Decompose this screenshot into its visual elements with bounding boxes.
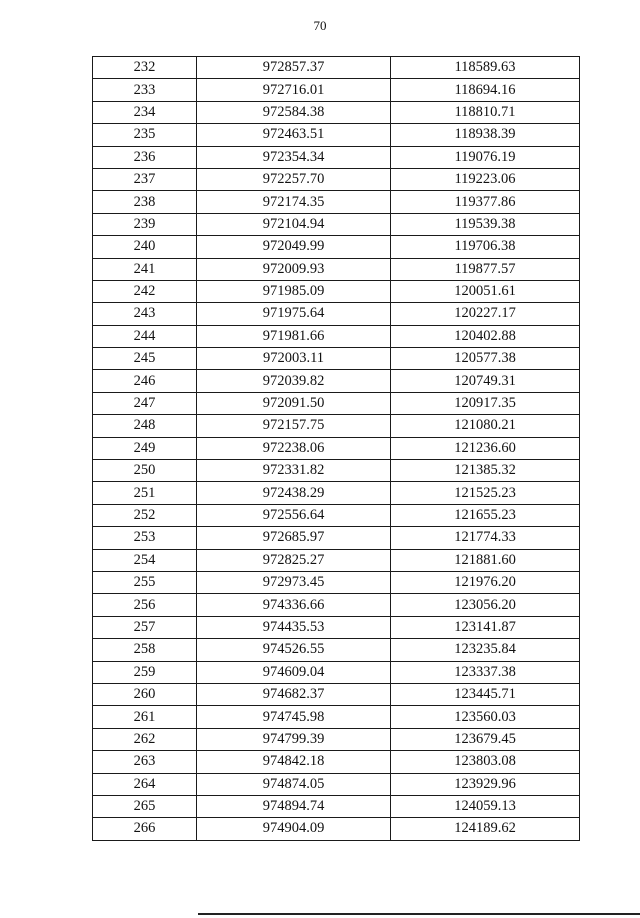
y-coordinate-cell: 120577.38 xyxy=(391,348,580,370)
y-coordinate-cell: 118694.16 xyxy=(391,79,580,101)
x-coordinate-cell: 971981.66 xyxy=(197,325,391,347)
point-number-cell: 250 xyxy=(93,460,197,482)
table-row xyxy=(93,527,580,549)
y-coordinate-cell: 120917.35 xyxy=(391,392,580,414)
table-row xyxy=(93,683,580,705)
x-coordinate-cell: 972331.82 xyxy=(197,460,391,482)
point-number-cell: 264 xyxy=(93,773,197,795)
y-coordinate-cell: 118589.63 xyxy=(391,57,580,79)
point-number-cell: 249 xyxy=(93,437,197,459)
x-coordinate-cell: 974336.66 xyxy=(197,594,391,616)
y-coordinate-cell: 121080.21 xyxy=(391,415,580,437)
y-coordinate-cell: 123337.38 xyxy=(391,661,580,683)
table-row xyxy=(93,482,580,504)
table-row xyxy=(93,639,580,661)
point-number-cell: 247 xyxy=(93,392,197,414)
y-coordinate-cell: 123803.08 xyxy=(391,751,580,773)
x-coordinate-cell: 972463.51 xyxy=(197,124,391,146)
y-coordinate-cell: 123560.03 xyxy=(391,706,580,728)
y-coordinate-cell: 124059.13 xyxy=(391,795,580,817)
table-row xyxy=(93,795,580,817)
table-row xyxy=(93,236,580,258)
table-row xyxy=(93,146,580,168)
x-coordinate-cell: 974842.18 xyxy=(197,751,391,773)
y-coordinate-cell: 120051.61 xyxy=(391,280,580,302)
x-coordinate-cell: 974745.98 xyxy=(197,706,391,728)
point-number-cell: 241 xyxy=(93,258,197,280)
y-coordinate-cell: 121774.33 xyxy=(391,527,580,549)
y-coordinate-cell: 121525.23 xyxy=(391,482,580,504)
x-coordinate-cell: 974799.39 xyxy=(197,728,391,750)
point-number-cell: 253 xyxy=(93,527,197,549)
point-number-cell: 254 xyxy=(93,549,197,571)
point-number-cell: 266 xyxy=(93,818,197,840)
table-row xyxy=(93,258,580,280)
point-number-cell: 236 xyxy=(93,146,197,168)
table-row xyxy=(93,549,580,571)
y-coordinate-cell: 121655.23 xyxy=(391,504,580,526)
coordinate-table-body xyxy=(93,57,580,841)
point-number-cell: 246 xyxy=(93,370,197,392)
x-coordinate-cell: 972716.01 xyxy=(197,79,391,101)
x-coordinate-cell: 971975.64 xyxy=(197,303,391,325)
point-number-cell: 260 xyxy=(93,683,197,705)
table-row xyxy=(93,706,580,728)
y-coordinate-cell: 123679.45 xyxy=(391,728,580,750)
y-coordinate-cell: 120749.31 xyxy=(391,370,580,392)
point-number-cell: 237 xyxy=(93,168,197,190)
table-row xyxy=(93,348,580,370)
y-coordinate-cell: 121236.60 xyxy=(391,437,580,459)
point-number-cell: 235 xyxy=(93,124,197,146)
point-number-cell: 255 xyxy=(93,571,197,593)
point-number-cell: 240 xyxy=(93,236,197,258)
x-coordinate-cell: 974874.05 xyxy=(197,773,391,795)
y-coordinate-cell: 120402.88 xyxy=(391,325,580,347)
table-row xyxy=(93,191,580,213)
point-number-cell: 261 xyxy=(93,706,197,728)
x-coordinate-cell: 974682.37 xyxy=(197,683,391,705)
point-number-cell: 238 xyxy=(93,191,197,213)
table-row xyxy=(93,57,580,79)
x-coordinate-cell: 972685.97 xyxy=(197,527,391,549)
table-row xyxy=(93,124,580,146)
point-number-cell: 257 xyxy=(93,616,197,638)
table-row xyxy=(93,571,580,593)
y-coordinate-cell: 119539.38 xyxy=(391,213,580,235)
table-row xyxy=(93,370,580,392)
x-coordinate-cell: 972257.70 xyxy=(197,168,391,190)
x-coordinate-cell: 972354.34 xyxy=(197,146,391,168)
x-coordinate-cell: 972049.99 xyxy=(197,236,391,258)
y-coordinate-cell: 123235.84 xyxy=(391,639,580,661)
table-row xyxy=(93,415,580,437)
table-row xyxy=(93,616,580,638)
point-number-cell: 243 xyxy=(93,303,197,325)
x-coordinate-cell: 972584.38 xyxy=(197,101,391,123)
table-row xyxy=(93,728,580,750)
x-coordinate-cell: 974526.55 xyxy=(197,639,391,661)
table-row xyxy=(93,79,580,101)
point-number-cell: 239 xyxy=(93,213,197,235)
x-coordinate-cell: 972973.45 xyxy=(197,571,391,593)
point-number-cell: 251 xyxy=(93,482,197,504)
point-number-cell: 265 xyxy=(93,795,197,817)
x-coordinate-cell: 974894.74 xyxy=(197,795,391,817)
point-number-cell: 256 xyxy=(93,594,197,616)
table-row xyxy=(93,213,580,235)
table-row xyxy=(93,594,580,616)
coordinate-table xyxy=(92,56,580,841)
table-row xyxy=(93,101,580,123)
point-number-cell: 242 xyxy=(93,280,197,302)
table-row xyxy=(93,818,580,840)
y-coordinate-cell: 118938.39 xyxy=(391,124,580,146)
y-coordinate-cell: 123141.87 xyxy=(391,616,580,638)
table-row xyxy=(93,751,580,773)
point-number-cell: 263 xyxy=(93,751,197,773)
x-coordinate-cell: 972104.94 xyxy=(197,213,391,235)
y-coordinate-cell: 118810.71 xyxy=(391,101,580,123)
y-coordinate-cell: 119877.57 xyxy=(391,258,580,280)
table-row xyxy=(93,437,580,459)
y-coordinate-cell: 120227.17 xyxy=(391,303,580,325)
table-row xyxy=(93,460,580,482)
y-coordinate-cell: 121976.20 xyxy=(391,571,580,593)
x-coordinate-cell: 972857.37 xyxy=(197,57,391,79)
y-coordinate-cell: 121385.32 xyxy=(391,460,580,482)
y-coordinate-cell: 123445.71 xyxy=(391,683,580,705)
x-coordinate-cell: 972009.93 xyxy=(197,258,391,280)
x-coordinate-cell: 972003.11 xyxy=(197,348,391,370)
x-coordinate-cell: 972438.29 xyxy=(197,482,391,504)
bottom-edge-line xyxy=(198,913,640,915)
table-row xyxy=(93,504,580,526)
point-number-cell: 244 xyxy=(93,325,197,347)
point-number-cell: 248 xyxy=(93,415,197,437)
table-row xyxy=(93,773,580,795)
x-coordinate-cell: 971985.09 xyxy=(197,280,391,302)
y-coordinate-cell: 119223.06 xyxy=(391,168,580,190)
point-number-cell: 252 xyxy=(93,504,197,526)
x-coordinate-cell: 972157.75 xyxy=(197,415,391,437)
x-coordinate-cell: 972825.27 xyxy=(197,549,391,571)
table-row xyxy=(93,280,580,302)
y-coordinate-cell: 119377.86 xyxy=(391,191,580,213)
x-coordinate-cell: 972091.50 xyxy=(197,392,391,414)
x-coordinate-cell: 974904.09 xyxy=(197,818,391,840)
page-number: 70 xyxy=(313,18,327,33)
point-number-cell: 232 xyxy=(93,57,197,79)
x-coordinate-cell: 972556.64 xyxy=(197,504,391,526)
x-coordinate-cell: 972039.82 xyxy=(197,370,391,392)
table-row xyxy=(93,661,580,683)
point-number-cell: 258 xyxy=(93,639,197,661)
point-number-cell: 234 xyxy=(93,101,197,123)
point-number-cell: 245 xyxy=(93,348,197,370)
table-row xyxy=(93,168,580,190)
x-coordinate-cell: 972174.35 xyxy=(197,191,391,213)
table-row xyxy=(93,303,580,325)
y-coordinate-cell: 124189.62 xyxy=(391,818,580,840)
y-coordinate-cell: 119076.19 xyxy=(391,146,580,168)
y-coordinate-cell: 121881.60 xyxy=(391,549,580,571)
table-row xyxy=(93,325,580,347)
point-number-cell: 233 xyxy=(93,79,197,101)
y-coordinate-cell: 123929.96 xyxy=(391,773,580,795)
y-coordinate-cell: 119706.38 xyxy=(391,236,580,258)
point-number-cell: 259 xyxy=(93,661,197,683)
table-row xyxy=(93,392,580,414)
point-number-cell: 262 xyxy=(93,728,197,750)
x-coordinate-cell: 972238.06 xyxy=(197,437,391,459)
y-coordinate-cell: 123056.20 xyxy=(391,594,580,616)
x-coordinate-cell: 974609.04 xyxy=(197,661,391,683)
x-coordinate-cell: 974435.53 xyxy=(197,616,391,638)
